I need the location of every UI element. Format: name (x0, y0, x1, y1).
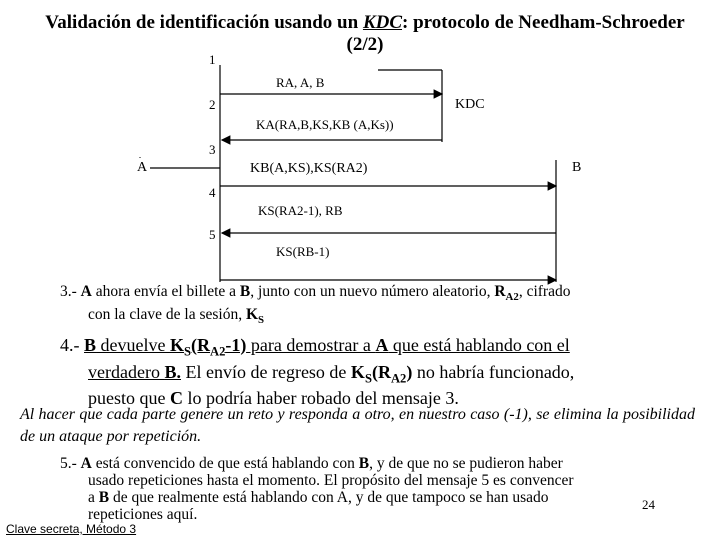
step-3-label: 3 (209, 142, 216, 157)
title-kdc: KDC (362, 12, 403, 33)
paragraph-step-5: 5.- A está convencido de que está hablando con B, y de que no se pudieron haber usado repeticiones hasta el momento. El propósito del mensaje 5 es convencer a B de que realmente está hablando con A, y de que tampoco se han usado repeticiones aquí. (60, 455, 574, 523)
step-5-label: 5 (209, 227, 216, 242)
message-4: KS(RA2-1), RB (258, 203, 343, 218)
step-1-label: 1 (209, 52, 216, 67)
node-b: B (572, 160, 582, 175)
paragraph-italic-note: Al hacer que cada parte genere un reto y responda a otro, en nuestro caso (-1), se elimina la posibilidad de un ataque por repetición. (20, 406, 695, 445)
message-2: KA(RA,B,KS,KB (A,Ks)) (256, 117, 394, 132)
node-kdc: KDC (455, 97, 485, 112)
step-2-label: 2 (209, 97, 216, 112)
message-5: KS(RB-1) (276, 244, 330, 259)
footer-label: Clave secreta, Método 3 (6, 522, 137, 536)
step-4-label: 4 (209, 185, 216, 200)
title-prefix: Validación de identificación usando un (45, 12, 363, 33)
paragraph-step-3: 3.- A ahora envía el billete a B, junto con un nuevo número aleatorio, $R_{A2}$, cifrado con la clave de la sesión, $K_S$ (60, 283, 571, 327)
title-suffix: : protocolo de Needham-Schroeder (2/2) (346, 12, 685, 55)
node-a: A (137, 160, 148, 175)
paragraph-step-4: 4.- B devuelve $K_S(R_{A2}-1)$ para demostrar a A que está hablando con el verdadero B. El envío de regreso de $K_S(R_{A2})$ no habría funcionado, puesto que C lo podría haber robado del mensaje 3. (60, 335, 575, 409)
message-1: RA, A, B (276, 75, 325, 90)
message-3: KB(A,KS),KS(RA2) (250, 161, 368, 176)
page-number: 24 (642, 497, 655, 512)
